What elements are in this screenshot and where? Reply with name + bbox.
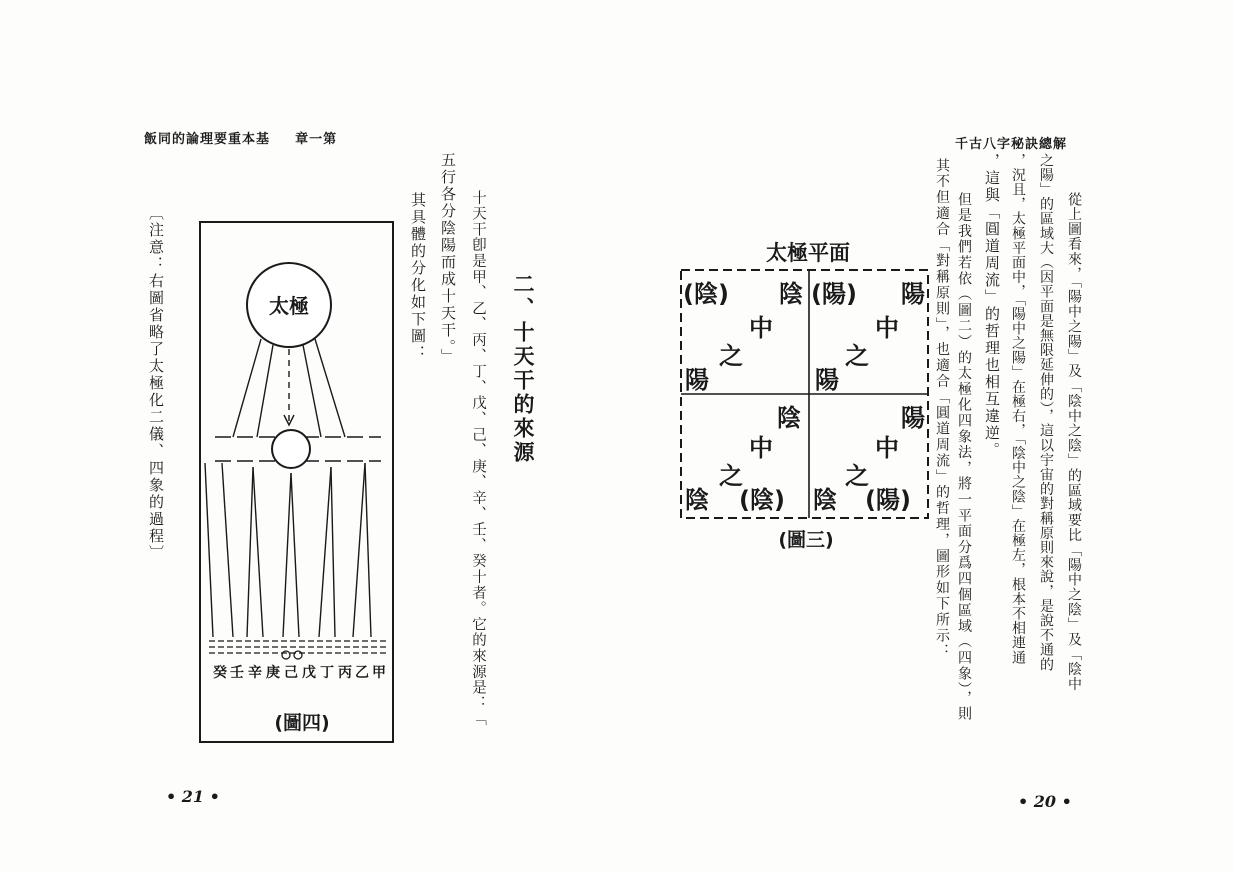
quadrant-upper-left-text: 之 — [719, 342, 743, 370]
quadrant-lower-right-text: 陰 — [813, 486, 837, 514]
stem-label: 甲 — [372, 665, 386, 681]
stem-label: 癸 — [213, 665, 227, 681]
figure-three-diagram — [675, 236, 935, 556]
quadrant-upper-right-text: 陽 — [815, 366, 839, 394]
quadrant-lower-left-text: 陰 — [685, 486, 709, 514]
figure-four-diagram — [195, 215, 400, 750]
diagram-note: 〔注意：右圖省略了太極化二儀、四象的過程〕 — [147, 205, 165, 562]
stem-label: 己 — [284, 665, 298, 681]
paragraph-line: 其具體的分化如下圖： — [409, 192, 427, 362]
paragraph-line: 從上圖看來，「陽中之陽」及「陰中之陰」的區域要比「陽中之陰」及「陰中 — [1066, 192, 1082, 692]
quadrant-lower-right-text: 陽 — [901, 404, 925, 432]
paragraph-line: ，況且，太極平面中，「陽中之陽」在極右，「陰中之陰」在極左，根本不相連通 — [1010, 153, 1026, 665]
stem-label: 乙 — [355, 665, 369, 681]
figure-three-caption: (圖三) — [778, 529, 834, 551]
stem-label: 壬 — [230, 665, 244, 681]
quadrant-upper-left-text: 陰 — [779, 280, 803, 308]
stem-label: 辛 — [248, 665, 262, 681]
quadrant-lower-left-text: (陰) — [739, 486, 785, 514]
paragraph-line: 五行各分陰陽而成十天干。」 — [439, 152, 457, 366]
page-number-right: • 20 • — [1018, 792, 1072, 811]
figure-four-caption: (圖四) — [274, 712, 330, 734]
section-title: 二、十天干的來源 — [511, 273, 535, 465]
paragraph-line: 其不但適合「對稱原則」，也適合「圓道周流」的哲理，圖形如下所示： — [934, 158, 950, 660]
quadrant-upper-left-text: (陰) — [683, 280, 729, 308]
stem-label: 丁 — [320, 665, 334, 681]
paragraph-line: 之陽」的區域大（因平面是無限延伸的），這以宇宙的對稱原則來說，是說不通的 — [1038, 153, 1054, 672]
stem-label: 戊 — [302, 665, 316, 681]
quadrant-lower-right-text: 之 — [845, 462, 869, 490]
book-title-header: 千古八字秘訣總解 — [955, 137, 1068, 152]
quadrant-upper-left-text: 中 — [749, 314, 773, 342]
chapter-number: 章一第 — [295, 132, 338, 147]
chapter-subtitle: 飯同的論理要重本基 — [144, 132, 271, 147]
quadrant-upper-left-text: 陽 — [685, 366, 709, 394]
page-number-left: • 21 • — [166, 787, 220, 806]
quadrant-upper-right-text: 中 — [875, 314, 899, 342]
quadrant-lower-right-text: (陽) — [865, 486, 911, 514]
taiji-label: 太極 — [269, 294, 309, 318]
stem-label: 丙 — [338, 665, 352, 681]
paragraph-line: 但是我們若依（圖二）的太極化四象法，將一平面分爲四個區域（四象），則 — [956, 192, 972, 723]
quadrant-lower-left-text: 陰 — [777, 404, 801, 432]
quadrant-upper-right-text: 陽 — [901, 280, 925, 308]
figure-three-title: 太極平面 — [766, 241, 850, 265]
paragraph-line: ，這與「圓道周流」的哲理也相互違逆。 — [983, 153, 1001, 459]
quadrant-lower-left-text: 中 — [749, 434, 773, 462]
paragraph-line: 十天干卽是甲、乙、丙、丁、戊、己、庚、辛、壬、癸十者。它的來源是：「 — [470, 190, 486, 728]
stem-dot-icon — [282, 651, 290, 659]
two-modes-circle — [272, 430, 310, 468]
running-header — [144, 128, 337, 147]
quadrant-upper-right-text: 之 — [845, 342, 869, 370]
quadrant-lower-left-text: 之 — [719, 462, 743, 490]
quadrant-lower-right-text: 中 — [875, 434, 899, 462]
stem-dot-icon — [294, 651, 302, 659]
stem-label: 庚 — [266, 665, 280, 681]
quadrant-upper-right-text: (陽) — [811, 280, 857, 308]
